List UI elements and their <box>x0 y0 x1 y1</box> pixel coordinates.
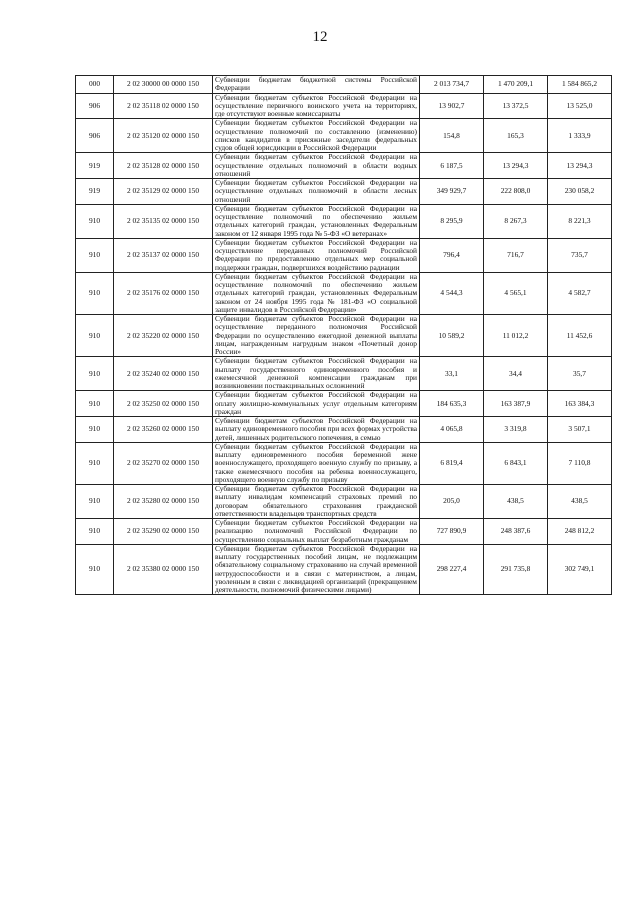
amount-year3-cell: 11 452,6 <box>548 315 612 357</box>
amount-year1-cell: 727 890,9 <box>420 519 484 545</box>
amount-year2-cell: 248 387,6 <box>484 519 548 545</box>
admin-code-cell: 910 <box>76 315 114 357</box>
admin-code-cell: 910 <box>76 417 114 443</box>
amount-year1-cell: 154,8 <box>420 119 484 153</box>
amount-year3-cell: 248 812,2 <box>548 519 612 545</box>
budget-code-cell: 2 02 35270 02 0000 150 <box>114 442 213 484</box>
amount-year2-cell: 291 735,8 <box>484 544 548 595</box>
admin-code-cell: 919 <box>76 153 114 179</box>
amount-year3-cell: 1 333,9 <box>548 119 612 153</box>
budget-code-cell: 2 02 35135 02 0000 150 <box>114 204 213 238</box>
amount-year3-cell: 735,7 <box>548 238 612 272</box>
description-cell: Субвенции бюджетам субъектов Российской Федерации на выплату государственного единовременного пособия и ежемесячной денежной компенсации гражданам при возникновении поствакцинальных осложнений <box>213 357 420 391</box>
table-row <box>76 93 612 119</box>
amount-year2-cell: 6 843,1 <box>484 442 548 484</box>
amount-year1-cell: 184 635,3 <box>420 391 484 417</box>
table-row <box>76 544 612 595</box>
table-row <box>76 153 612 179</box>
table-row <box>76 119 612 153</box>
table-row <box>76 442 612 484</box>
table-row <box>76 204 612 238</box>
budget-code-cell: 2 02 35220 02 0000 150 <box>114 315 213 357</box>
table-row <box>76 315 612 357</box>
budget-code-cell: 2 02 35250 02 0000 150 <box>114 391 213 417</box>
amount-year3-cell: 438,5 <box>548 485 612 519</box>
budget-code-cell: 2 02 30000 00 0000 150 <box>114 76 213 94</box>
description-cell: Субвенции бюджетам субъектов Российской Федерации на осуществление полномочий по обеспечению жильем отдельных категорий граждан, установленных Федеральным законом от 24 ноября 1995 года № 181-ФЗ «О социальной защите инвалидов в Российской Федерации» <box>213 272 420 314</box>
amount-year2-cell: 165,3 <box>484 119 548 153</box>
amount-year2-cell: 13 372,5 <box>484 93 548 119</box>
admin-code-cell: 910 <box>76 204 114 238</box>
description-cell: Субвенции бюджетам субъектов Российской Федерации на выплату инвалидам компенсаций страховых премий по договорам обязательного страхования гражданской ответственности владельцев транспортных средств <box>213 485 420 519</box>
amount-year1-cell: 2 013 734,7 <box>420 76 484 94</box>
budget-code-cell: 2 02 35260 02 0000 150 <box>114 417 213 443</box>
budget-code-cell: 2 02 35129 02 0000 150 <box>114 179 213 205</box>
budget-code-cell: 2 02 35118 02 0000 150 <box>114 93 213 119</box>
admin-code-cell: 906 <box>76 93 114 119</box>
description-cell: Субвенции бюджетам субъектов Российской Федерации на выплату государственных пособий лицам, не подлежащим обязательному социальному страхованию на случай временной нетрудоспособности и в связи с материнством, а лицам, уволенным в связи с ликвидацией организаций (прекращением деятельности, полномочий физическими лицами) <box>213 544 420 595</box>
amount-year3-cell: 163 384,3 <box>548 391 612 417</box>
amount-year2-cell: 1 470 209,1 <box>484 76 548 94</box>
table-row <box>76 391 612 417</box>
amount-year1-cell: 349 929,7 <box>420 179 484 205</box>
table-row <box>76 272 612 314</box>
amount-year2-cell: 163 387,9 <box>484 391 548 417</box>
admin-code-cell: 906 <box>76 119 114 153</box>
amount-year2-cell: 11 012,2 <box>484 315 548 357</box>
amount-year2-cell: 4 565,1 <box>484 272 548 314</box>
description-cell: Субвенции бюджетам субъектов Российской Федерации на выплату единовременного пособия при всех формах устройства детей, лишенных родительского попечения, в семью <box>213 417 420 443</box>
amount-year1-cell: 4 065,8 <box>420 417 484 443</box>
amount-year1-cell: 4 544,3 <box>420 272 484 314</box>
amount-year1-cell: 8 295,9 <box>420 204 484 238</box>
description-cell: Субвенции бюджетам субъектов Российской Федерации на осуществление переданного полномочия Российской Федерации по осуществлению ежегодной денежной выплаты лицам, награжденным нагрудным знаком «Почетный донор России» <box>213 315 420 357</box>
amount-year3-cell: 13 294,3 <box>548 153 612 179</box>
amount-year1-cell: 33,1 <box>420 357 484 391</box>
budget-code-cell: 2 02 35120 02 0000 150 <box>114 119 213 153</box>
budget-table <box>75 75 612 595</box>
budget-code-cell: 2 02 35290 02 0000 150 <box>114 519 213 545</box>
budget-code-cell: 2 02 35280 02 0000 150 <box>114 485 213 519</box>
amount-year3-cell: 35,7 <box>548 357 612 391</box>
budget-code-cell: 2 02 35137 02 0000 150 <box>114 238 213 272</box>
admin-code-cell: 910 <box>76 519 114 545</box>
amount-year1-cell: 796,4 <box>420 238 484 272</box>
admin-code-cell: 910 <box>76 391 114 417</box>
admin-code-cell: 919 <box>76 179 114 205</box>
budget-code-cell: 2 02 35240 02 0000 150 <box>114 357 213 391</box>
description-cell: Субвенции бюджетам бюджетной системы Российской Федерации <box>213 76 420 94</box>
description-cell: Субвенции бюджетам субъектов Российской Федерации на осуществление отдельных полномочий в области лесных отношений <box>213 179 420 205</box>
budget-code-cell: 2 02 35380 02 0000 150 <box>114 544 213 595</box>
amount-year2-cell: 34,4 <box>484 357 548 391</box>
table-row <box>76 357 612 391</box>
amount-year1-cell: 298 227,4 <box>420 544 484 595</box>
amount-year2-cell: 438,5 <box>484 485 548 519</box>
description-cell: Субвенции бюджетам субъектов Российской Федерации на осуществление переданных полномочий Российской Федерации по предоставлению отдельных мер социальной поддержки граждан, подвергшихся воздействию радиации <box>213 238 420 272</box>
description-cell: Субвенции бюджетам субъектов Российской Федерации на осуществление отдельных полномочий в области водных отношений <box>213 153 420 179</box>
table-row <box>76 519 612 545</box>
amount-year3-cell: 8 221,3 <box>548 204 612 238</box>
budget-code-cell: 2 02 35176 02 0000 150 <box>114 272 213 314</box>
amount-year2-cell: 8 267,3 <box>484 204 548 238</box>
budget-code-cell: 2 02 35128 02 0000 150 <box>114 153 213 179</box>
amount-year1-cell: 205,0 <box>420 485 484 519</box>
description-cell: Субвенции бюджетам субъектов Российской Федерации на осуществление полномочий по обеспечению жильем отдельных категорий граждан, установленных Федеральным законом от 12 января 1995 года № 5-ФЗ «О ветеранах» <box>213 204 420 238</box>
description-cell: Субвенции бюджетам субъектов Российской Федерации на оплату жилищно-коммунальных услуг отдельным категориям граждан <box>213 391 420 417</box>
amount-year3-cell: 302 749,1 <box>548 544 612 595</box>
admin-code-cell: 910 <box>76 238 114 272</box>
amount-year2-cell: 3 319,8 <box>484 417 548 443</box>
admin-code-cell: 000 <box>76 76 114 94</box>
admin-code-cell: 910 <box>76 357 114 391</box>
table-row <box>76 76 612 94</box>
amount-year1-cell: 6 187,5 <box>420 153 484 179</box>
amount-year3-cell: 4 582,7 <box>548 272 612 314</box>
admin-code-cell: 910 <box>76 485 114 519</box>
table-row <box>76 417 612 443</box>
description-cell: Субвенции бюджетам субъектов Российской Федерации на выплату единовременного пособия беременной жене военнослужащего, проходящего военную службу по призыву, а также ежемесячного пособия на ребенка военнослужащего, проходящего военную службу по призыву <box>213 442 420 484</box>
table-row <box>76 179 612 205</box>
description-cell: Субвенции бюджетам субъектов Российской Федерации на реализацию полномочий Российской Федерации по осуществлению социальных выплат безработным гражданам <box>213 519 420 545</box>
admin-code-cell: 910 <box>76 544 114 595</box>
amount-year3-cell: 3 507,1 <box>548 417 612 443</box>
amount-year1-cell: 6 819,4 <box>420 442 484 484</box>
amount-year2-cell: 716,7 <box>484 238 548 272</box>
table-row <box>76 485 612 519</box>
amount-year3-cell: 230 058,2 <box>548 179 612 205</box>
amount-year2-cell: 13 294,3 <box>484 153 548 179</box>
amount-year3-cell: 7 110,8 <box>548 442 612 484</box>
admin-code-cell: 910 <box>76 272 114 314</box>
amount-year1-cell: 10 589,2 <box>420 315 484 357</box>
amount-year2-cell: 222 808,0 <box>484 179 548 205</box>
amount-year3-cell: 13 525,0 <box>548 93 612 119</box>
amount-year1-cell: 13 902,7 <box>420 93 484 119</box>
admin-code-cell: 910 <box>76 442 114 484</box>
description-cell: Субвенции бюджетам субъектов Российской Федерации на осуществление первичного воинского учета на территориях, где отсутствуют военные комиссариаты <box>213 93 420 119</box>
budget-table-body <box>76 76 612 595</box>
amount-year3-cell: 1 584 865,2 <box>548 76 612 94</box>
description-cell: Субвенции бюджетам субъектов Российской Федерации на осуществление полномочий по составлению (изменению) списков кандидатов в присяжные заседатели федеральных судов общей юрисдикции в Российской Федерации <box>213 119 420 153</box>
page-number: 12 <box>312 29 328 45</box>
table-row <box>76 238 612 272</box>
